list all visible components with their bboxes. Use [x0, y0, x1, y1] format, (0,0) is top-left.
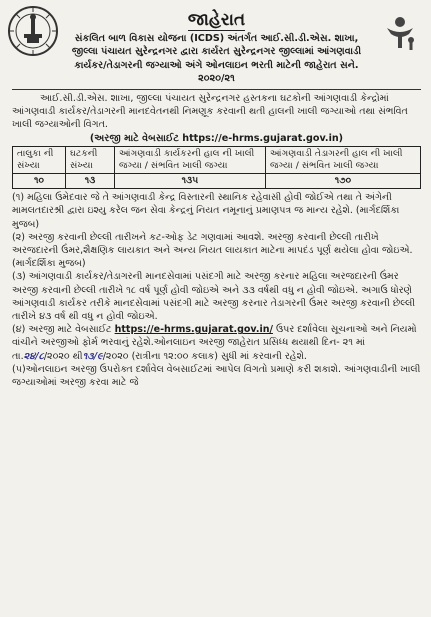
intro-line: ૨૦૨૦/૨૧ — [198, 73, 235, 85]
icds-logo-icon — [381, 14, 419, 52]
column-header: આંગણવાડી કાર્યકરની હાલ ની ખાલી જગ્યા / સંભવિત ખાલી જગ્યા — [114, 147, 265, 174]
intro-paragraph: આઈ.સી.ડી.એસ. શાખા, જીલ્લા પંચાયત સુરેન્દ્રનગર હસ્તકના ઘટકોની આંગણવાડી કેન્દ્રોમાં આંગણવાડી કાર્યકર/તેડાગરની માનદવેતનથી નિમણૂક કરવાની થતી હાલની ખાલી જગ્યાઓ તથા સંભવિત ખાલી જગ્યાઓની વિગત. — [12, 92, 408, 131]
website-heading: (અરજી માટે વેબસાઈટ https://e-hrms.gujarat.gov.in) — [89, 133, 344, 145]
intro-block — [16, 32, 417, 86]
table-row — [13, 174, 421, 189]
vacancy-table — [12, 146, 421, 189]
handwritten-end-date: ૧૩/૯ — [82, 350, 103, 362]
column-header: તાલુકા ની સંખ્યા — [13, 147, 66, 174]
table-header-row — [13, 147, 421, 174]
divider — [12, 89, 421, 90]
website-link[interactable]: https://e-hrms.gujarat.gov.in/ — [114, 324, 273, 336]
intro-line: જીલ્લા પંચાયત સુરેન્દ્રનગર દ્વારા કાર્યરત સુરેન્દ્રનગર જીલ્લામાં આંગણવાડી — [71, 46, 362, 58]
table-cell: ૧૭૦ — [265, 174, 420, 189]
page-title: જાહેરાત — [187, 10, 246, 30]
column-header: ઘટકની સંખ્યા — [66, 147, 115, 174]
clause-1: (૧) મહિલા ઉમેદવાર જે તે આંગણવાડી કેન્દ્ર વિસ્તારની સ્થાનિક રહેવાસી હોવી જોઈએ તથા તે અંગેની મામલતદારશ્રી દ્વારા ઇશ્યુ કરેલ જન સેવા કેન્દ્રનું નિયત નમૂનાનું પ્રમાણપત્ર જ માન્ય રહેશે. (માર્ગદર્શિકા મુજબ) — [12, 192, 400, 230]
column-header: આંગણવાડી તેડાગરની હાલ ની ખાલી જગ્યા / સંભવિત ખાલી જગ્યા — [265, 147, 420, 174]
table-cell: ૧૩૫ — [114, 174, 265, 189]
clause-4: (૪) અરજી માટે વેબસાઈટ https://e-hrms.gujarat.gov.in/ ઉપર દર્શાવેલા સૂચનાઓ અને નિયમો વાંચીને અરજીઓ ફોર્મ ભરવાનું રહેશે.ઓનલાઇન અરજી જાહેરાત પ્રસિધ્ધ થયાથી દિન- ૨૧ માં તા.૨૪/૮/૨૦૨૦ થી૧૩/૯/૨૦૨૦ (રાત્રીના ૧૨:૦૦ કલાક) સુધી માં કરવાની રહેશે. — [12, 324, 417, 362]
government-emblem-icon — [6, 4, 60, 58]
handwritten-start-date: ૨૪/૮ — [23, 350, 44, 362]
intro-line: કાર્યકર/તેડાગરની જગ્યાઓ અંગે ઓનલાઇન ભરતી માટેની જાહેરાત સને. — [74, 59, 359, 71]
clause-5: (૫)ઓનલાઇન અરજી ઉપરોક્ત દર્શાવેલ વેબસાઈટમાં આપેલ વિગતો પ્રમાણે કરી શકાશે. આંગણવાડીની ખાલી જગ્યાઓમાં અરજી કરવા માટે જે — [12, 363, 421, 389]
intro-line: સંકલિત બાળ વિકાસ યોજના (ICDS) અંતર્ગત આઈ.સી.ડી.એસ. શાખા, — [74, 33, 359, 44]
table-cell: ૧૦ — [13, 174, 66, 189]
table-cell: ૧૩ — [66, 174, 115, 189]
clause-3: (૩) આંગણવાડી કાર્યકર/તેડાગરની માનદસેવામાં પસંદગી માટે અરજી કરનાર મહિલા અરજદારની ઉંમર અરજી કરવાની છેલ્લી તારીખે ૧૮ વર્ષ પૂર્ણ હોવી જોઇએ અને ૩૩ વર્ષથી વધુ ન હોવી જોઇએ. અગાઉ ધોરણે આંગણવાડી કાર્યકર તરીકે માનદસેવામાં પસંદગી માટે અરજી કરનાર તેડાગરની ઉંમર અરજી કરવાની છેલ્લી તારીખે ૪૩ વર્ષ થી વધુ ન હોવી જોઇએ. — [12, 271, 416, 323]
clause-2: (૨) અરજી કરવાની છેલ્લી તારીખને કટ-ઓફ ડેટ ગણવામાં આવશે. અરજી કરવાની છેલ્લી તારીખે અરજદારની ઉંમર,શૈક્ષણિક લાયકાત અને અન્ય નિયત લાયકાત માટેના માપદંડ પૂર્ણ થયેલા હોવા જોઇએ. (માર્ગદર્શિકા મુજબ) — [12, 231, 413, 270]
